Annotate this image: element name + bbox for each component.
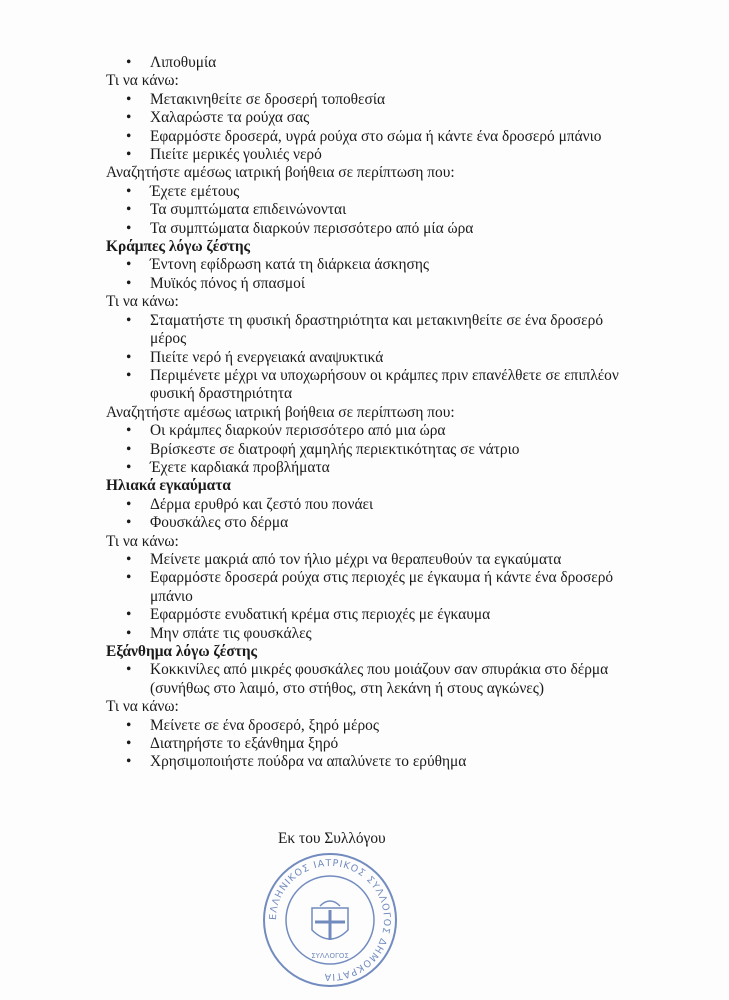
bullet-item: • Σταματήστε τη φυσική δραστηριότητα και μετακινηθείτε σε ένα δροσερό μέρος [106,312,620,349]
paragraph-line: Τι να κάνω: [106,532,179,550]
bullet-item: • Βρίσκεστε σε διατροφή χαμηλής περιεκτικότητας σε νάτριο [106,441,620,459]
bullet-item: • Έχετε εμέτους [106,183,620,201]
paragraph-line: Τι να κάνω: [106,698,179,716]
paragraph-line: Τι να κάνω: [106,72,179,90]
association-stamp [260,850,400,990]
bullet-item: • Έντονη εφίδρωση κατά τη διάρκεια άσκησης [106,256,620,274]
document-content [106,54,706,772]
bullet-item: • Δέρμα ερυθρό και ζεστό που πονάει [106,496,620,514]
paragraph-line: Αναζητήστε αμέσως ιατρική βοήθεια σε περίπτωση που: [106,403,455,421]
bullet-item: • Μετακινηθείτε σε δροσερή τοποθεσία [106,91,620,109]
bullet-item: • Εφαρμόστε δροσερά, υγρά ρούχα στο σώμα ή κάντε ένα δροσερό μπάνιο [106,128,620,146]
bullet-item: • Λιποθυμία [106,54,620,72]
section-heading: Εξάνθημα λόγω ζέστης [106,643,258,660]
stamp-outer-text: ΕΛΛΗΝΙΚΟΣ ΙΑΤΡΙΚΟΣ ΣΥΛΛΟΓΟΣ ΔΗΜΟΚΡΑΤΙΑ [267,857,393,983]
signature-line: Εκ του Συλλόγου [278,830,386,847]
stamp-inner-text: ΣΥΛΛΟΓΟΣ [311,952,349,960]
bullet-item: • Μην σπάτε τις φουσκάλες [106,625,620,643]
bullet-item: • Τα συμπτώματα διαρκούν περισσότερο από μία ώρα [106,220,620,238]
bullet-item: • Έχετε καρδιακά προβλήματα [106,459,620,477]
paragraph-line: Αναζητήστε αμέσως ιατρική βοήθεια σε περίπτωση που: [106,164,455,182]
bullet-item: • Χαλαρώστε τα ρούχα σας [106,109,620,127]
bullet-item: • Φουσκάλες στο δέρμα [106,514,620,532]
bullet-item: • Μείνετε μακριά από τον ήλιο μέχρι να θεραπευθούν τα εγκαύματα [106,551,620,569]
bullet-item: • Διατηρήστε το εξάνθημα ξηρό [106,735,620,753]
bullet-item: • Μυϊκός πόνος ή σπασμοί [106,275,620,293]
bullet-item: • Περιμένετε μέχρι να υποχωρήσουν οι κράμπες πριν επανέλθετε σε επιπλέον φυσική δραστηριότητα [106,367,620,404]
bullet-item: • Οι κράμπες διαρκούν περισσότερο από μια ώρα [106,422,620,440]
bullet-item: • Κοκκινίλες από μικρές φουσκάλες που μοιάζουν σαν σπυράκια στο δέρμα (συνήθως στο λαιμό, στο στήθος, στη λεκάνη ή στους αγκώνες) [106,661,620,698]
section-heading: Κράμπες λόγω ζέστης [106,238,251,256]
bullet-item: • Εφαρμόστε ενυδατική κρέμα στις περιοχές με έγκαυμα [106,606,620,624]
bullet-item: • Χρησιμοποιήστε πούδρα να απαλύνετε το ερύθημα [106,753,620,771]
bullet-item: • Μείνετε σε ένα δροσερό, ξηρό μέρος [106,717,620,735]
bullet-item: • Εφαρμόστε δροσερά ρούχα στις περιοχές με έγκαυμα ή κάντε ένα δροσερό μπάνιο [106,569,620,606]
stamp-emblem [312,901,348,940]
paragraph-line: Τι να κάνω: [106,293,179,311]
bullet-item: • Πιείτε νερό ή ενεργειακά αναψυκτικά [106,349,620,367]
section-heading: Ηλιακά εγκαύματα [106,477,231,495]
bullet-item: • Τα συμπτώματα επιδεινώνονται [106,201,620,219]
bullet-item: • Πιείτε μερικές γουλιές νερό [106,146,620,164]
